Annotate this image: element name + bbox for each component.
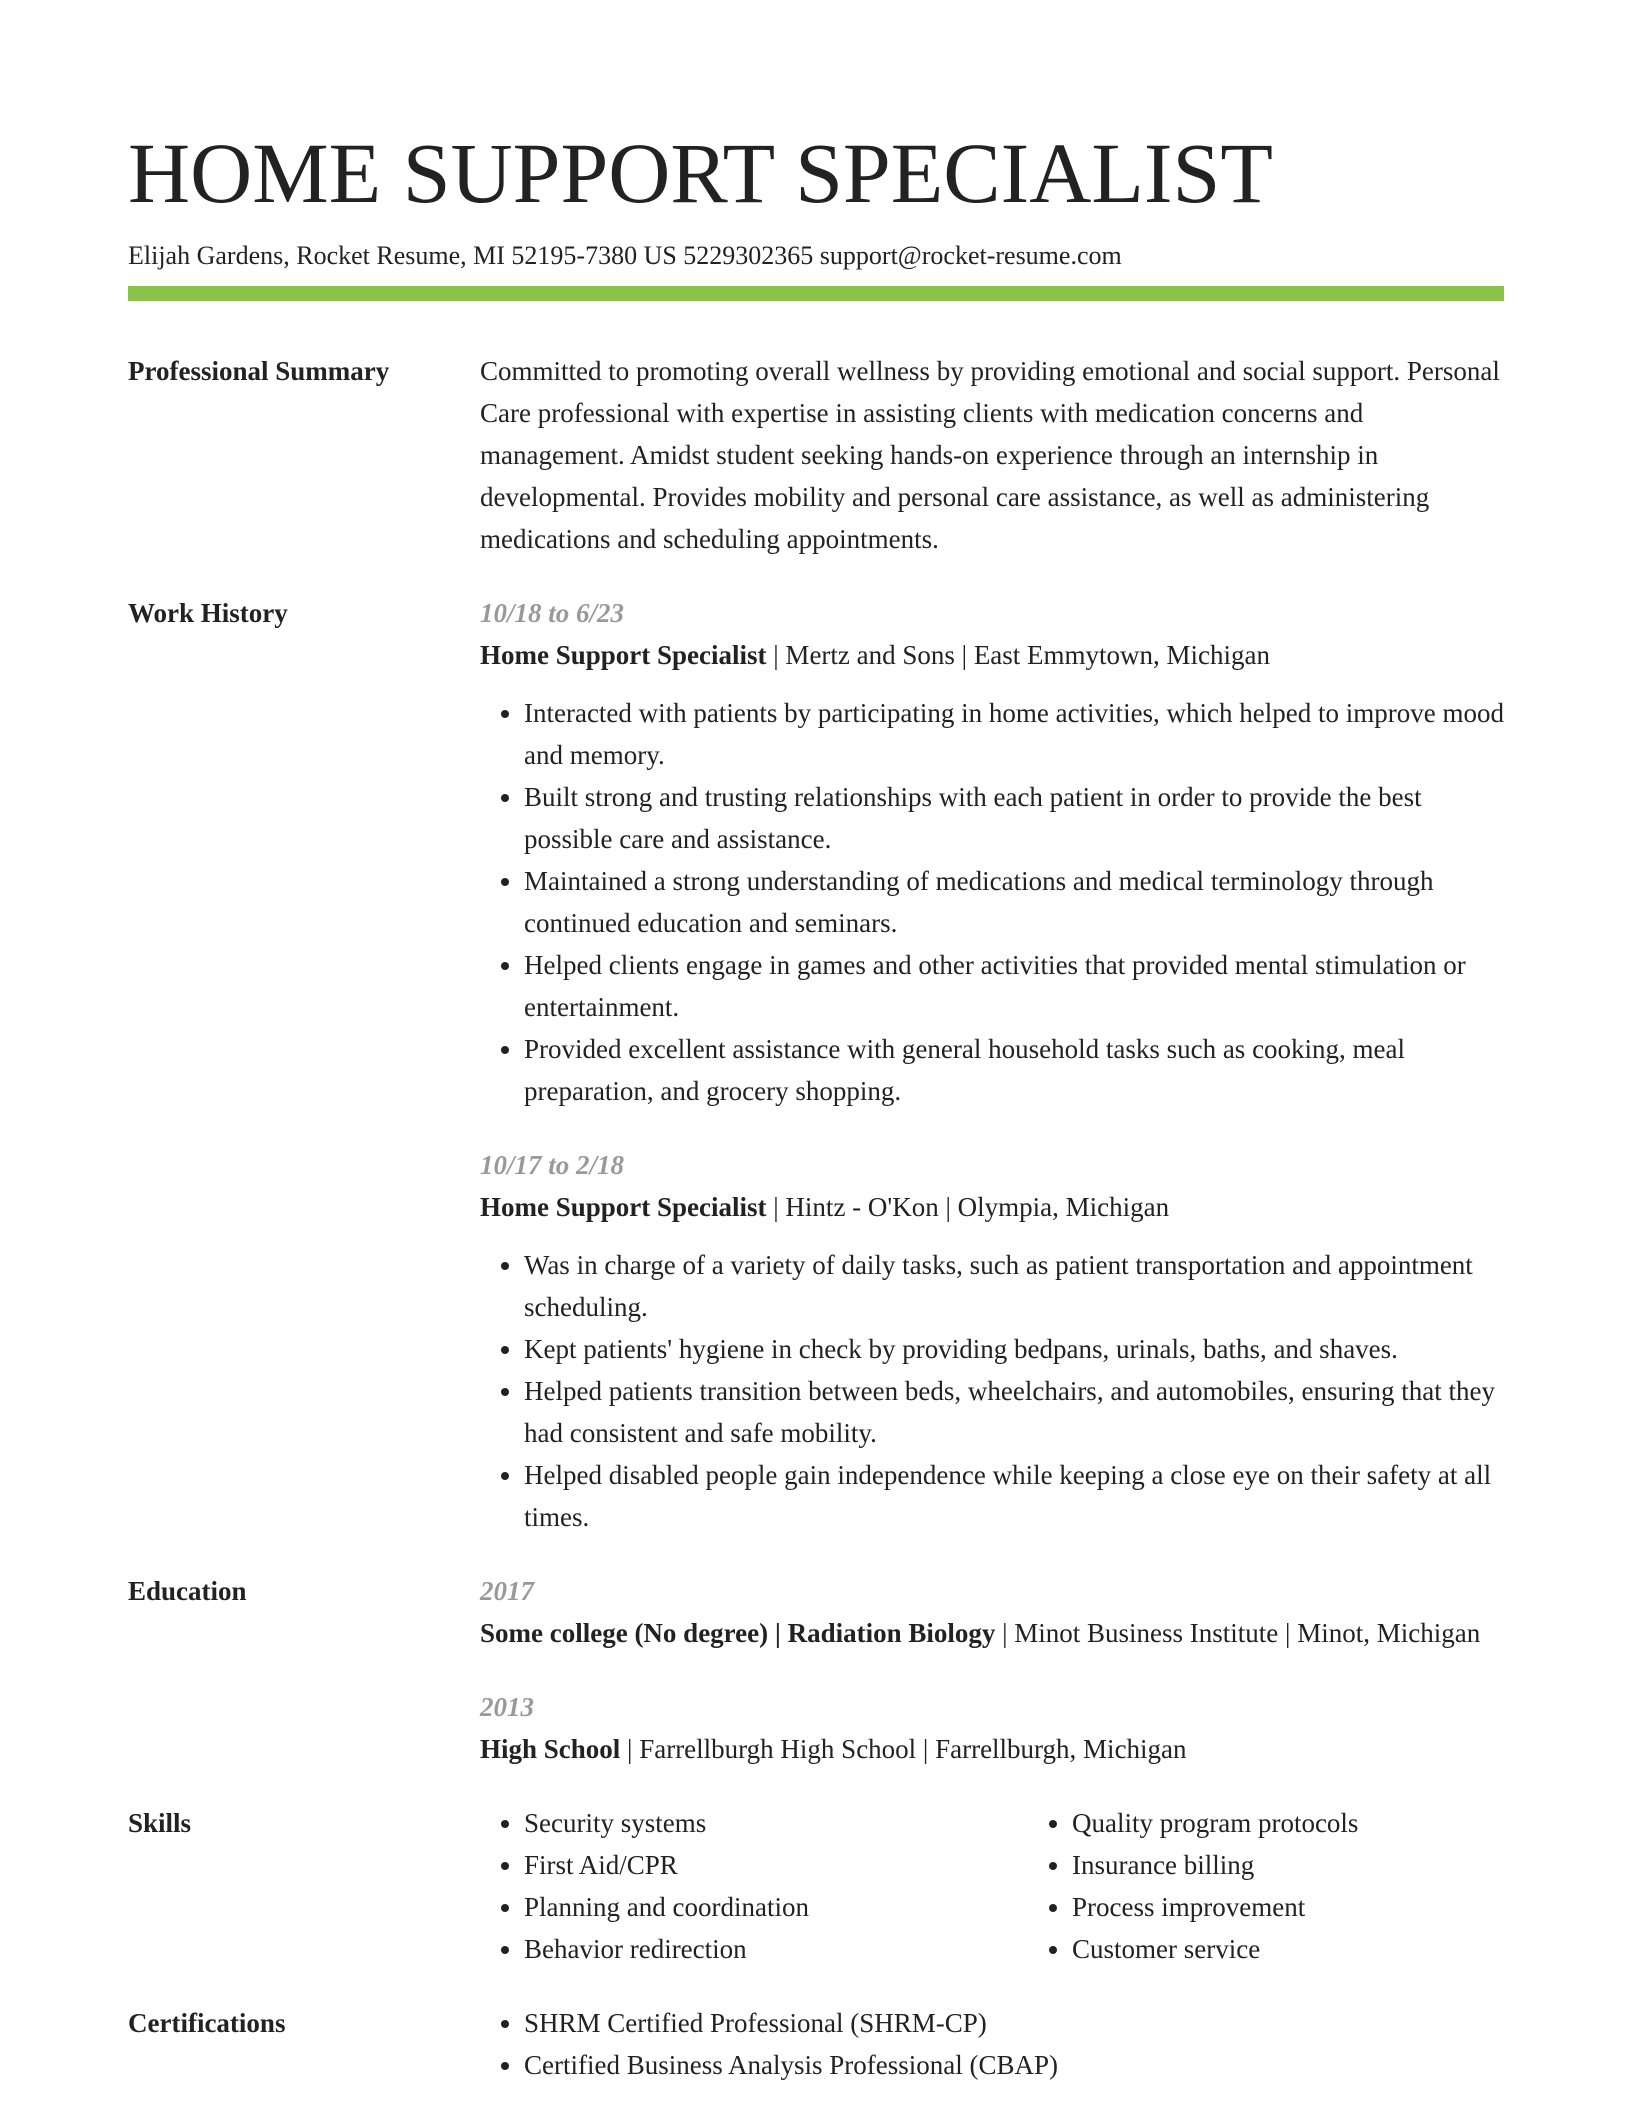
- list-item: • Certified Business Analysis Professional (CBAP): [524, 2044, 1504, 2086]
- section-certifications: [128, 2002, 1504, 2086]
- list-item: • Behavior redirection: [524, 1928, 984, 1970]
- education-entry: [480, 1570, 1504, 1654]
- job-dates: 10/18 to 6/23: [480, 598, 625, 628]
- education-line: [480, 1612, 1504, 1654]
- education-year: 2017: [480, 1576, 534, 1606]
- list-item: • Insurance billing: [1072, 1844, 1504, 1886]
- contact-line: Elijah Gardens, Rocket Resume, MI 52195-7380 US 5229302365 support@rocket-resume.com: [128, 241, 1122, 270]
- section-professional-summary: [128, 350, 1504, 560]
- education-degree: Some college (No degree) | Radiation Biology: [480, 1618, 996, 1648]
- skills-list-left: [480, 1802, 984, 1970]
- job-bullets: [480, 1244, 1504, 1538]
- education-school: | Minot Business Institute | Minot, Michigan: [995, 1618, 1481, 1648]
- job-employer: | Mertz and Sons | East Emmytown, Michigan: [766, 640, 1271, 670]
- accent-divider: [128, 286, 1504, 301]
- section-title: Work History: [128, 598, 288, 628]
- resume-title: HOME SUPPORT SPECIALIST: [128, 125, 1273, 221]
- list-item: • Was in charge of a variety of daily tasks, such as patient transportation and appointment scheduling.: [524, 1244, 1504, 1328]
- skills-grid: [480, 1802, 1504, 1970]
- job-role-line: [480, 1186, 1504, 1228]
- job-title: Home Support Specialist: [480, 640, 767, 670]
- job-title: Home Support Specialist: [480, 1192, 767, 1222]
- list-item: • Process improvement: [1072, 1886, 1504, 1928]
- education-year: 2013: [480, 1692, 534, 1722]
- education-degree: High School: [480, 1734, 621, 1764]
- section-education: [128, 1570, 1504, 1770]
- list-item: • Planning and coordination: [524, 1886, 984, 1928]
- section-title: Professional Summary: [128, 356, 390, 386]
- section-title: Skills: [128, 1808, 192, 1838]
- resume-sections: [128, 350, 1504, 2118]
- list-item: • Quality program protocols: [1072, 1802, 1504, 1844]
- list-item: • Built strong and trusting relationships with each patient in order to provide the best possible care and assistance.: [524, 776, 1504, 860]
- list-item: • First Aid/CPR: [524, 1844, 984, 1886]
- list-item: • Kept patients' hygiene in check by providing bedpans, urinals, baths, and shaves.: [524, 1328, 1504, 1370]
- list-item: • Helped patients transition between beds, wheelchairs, and automobiles, ensuring that they had consistent and safe mobility.: [524, 1370, 1504, 1454]
- resume-header: [128, 118, 1504, 274]
- job-entry: [480, 592, 1504, 1112]
- job-dates: 10/17 to 2/18: [480, 1150, 625, 1180]
- list-item: • Customer service: [1072, 1928, 1504, 1970]
- section-work-history: [128, 592, 1504, 1538]
- list-item: • Maintained a strong understanding of medications and medical terminology through continued education and seminars.: [524, 860, 1504, 944]
- education-line: [480, 1728, 1504, 1770]
- education-entry: [480, 1686, 1504, 1770]
- summary-text: Committed to promoting overall wellness by providing emotional and social support. Personal Care professional with expertise in assisting clients with medication concerns and management. Amidst student seeking hands-on experience through an internship in developmental. Provides mobility and personal care assistance, as well as administering medications and scheduling appointments.: [480, 356, 1500, 554]
- list-item: • Provided excellent assistance with general household tasks such as cooking, meal preparation, and grocery shopping.: [524, 1028, 1504, 1112]
- job-bullets: [480, 692, 1504, 1112]
- job-role-line: [480, 634, 1504, 676]
- list-item: • Interacted with patients by participating in home activities, which helped to improve mood and memory.: [524, 692, 1504, 776]
- list-item: • Helped clients engage in games and other activities that provided mental stimulation or entertainment.: [524, 944, 1504, 1028]
- section-title: Education: [128, 1576, 247, 1606]
- education-school: | Farrellburgh High School | Farrellburgh, Michigan: [620, 1734, 1187, 1764]
- section-skills: [128, 1802, 1504, 1970]
- list-item: • Helped disabled people gain independence while keeping a close eye on their safety at all times.: [524, 1454, 1504, 1538]
- job-employer: | Hintz - O'Kon | Olympia, Michigan: [766, 1192, 1170, 1222]
- job-entry: [480, 1144, 1504, 1538]
- section-title: Certifications: [128, 2008, 286, 2038]
- list-item: • Security systems: [524, 1802, 984, 1844]
- list-item: • SHRM Certified Professional (SHRM-CP): [524, 2002, 1504, 2044]
- skills-list-right: [1028, 1802, 1504, 1970]
- certifications-list: [480, 2002, 1504, 2086]
